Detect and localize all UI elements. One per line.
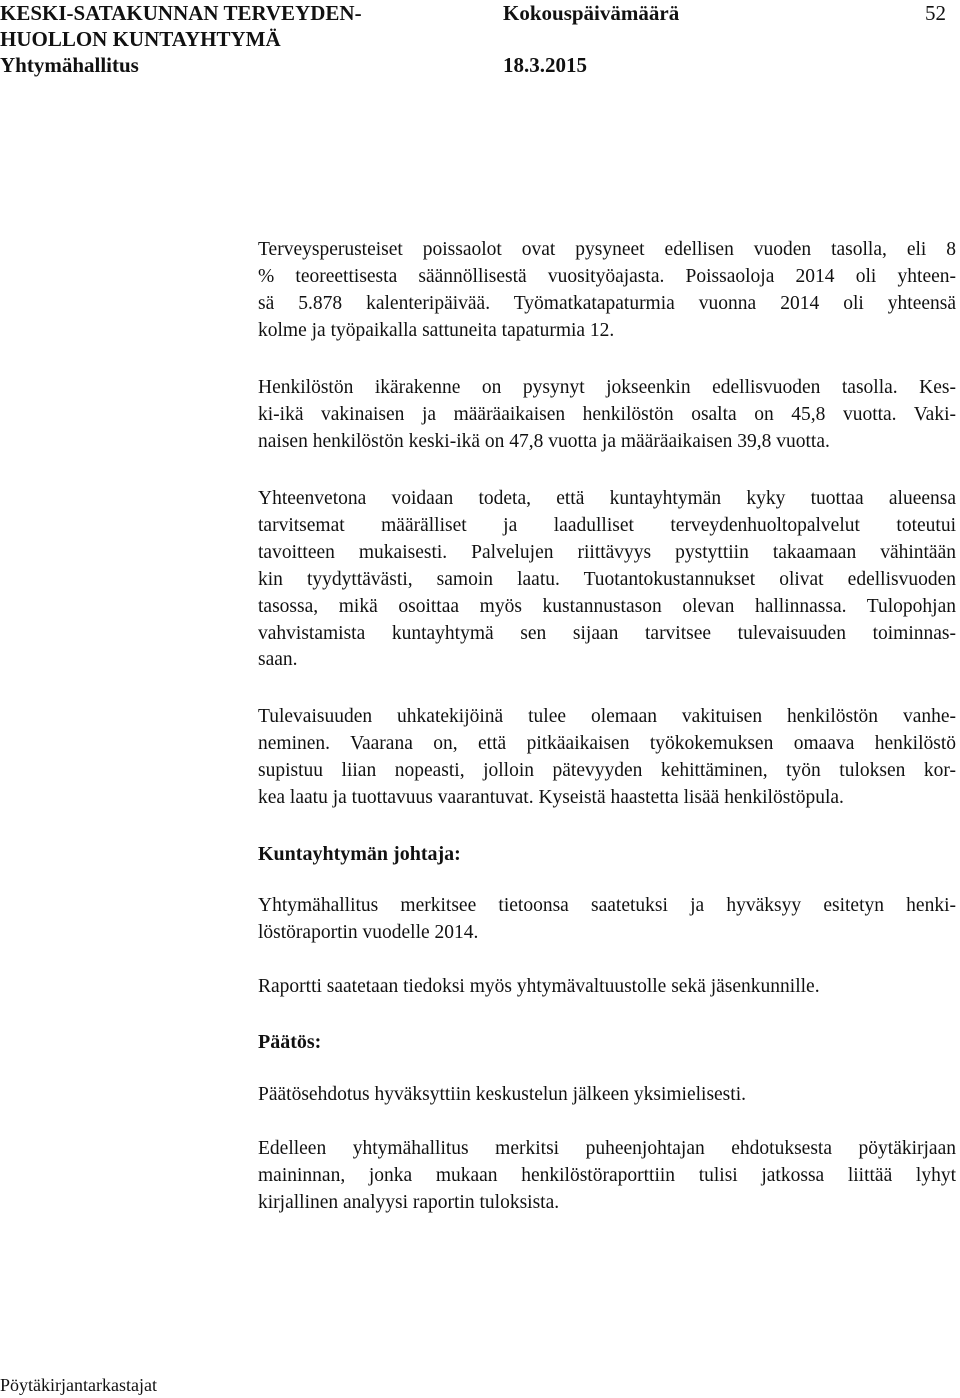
- text-line: Terveysperusteiset poissaolot ovat pysyneet edellisen vuoden tasolla, eli 8: [258, 239, 956, 260]
- text-line: kin tyydyttävästi, samoin laatu. Tuotantokustannukset olivat edellisvuoden: [258, 568, 956, 590]
- text-line: Päätösehdotus hyväksyttiin keskustelun jälkeen yksimielisesti.: [258, 1084, 746, 1105]
- paragraph-decision-addendum: [258, 1136, 956, 1217]
- paragraph-manager-proposal: [258, 893, 956, 947]
- text-line: kirjallinen analyysi raportin tuloksista.: [258, 1191, 560, 1213]
- section-heading-decision: Päätös:: [258, 1031, 322, 1053]
- text-line: maininnan, jonka mukaan henkilöstöraporttiin tulisi jatkossa liittää lyhyt: [258, 1164, 956, 1186]
- text-line: saan.: [258, 649, 298, 671]
- text-line: neminen. Vaarana on, että pitkäaikaisen työkokemuksen omaava henkilöstö: [258, 732, 956, 754]
- text-line: Tulevaisuuden uhkatekijöinä tulee olemaan vakituisen henkilöstön vanhe-: [258, 706, 956, 727]
- text-line: % teoreettisesta säännöllisestä vuosityöajasta. Poissaoloja 2014 oli yhteen-: [258, 265, 956, 287]
- text-line: löstöraportin vuodelle 2014.: [258, 921, 479, 943]
- organization-name-line2: HUOLLON KUNTAYHTYMÄ: [0, 27, 281, 51]
- text-line: sä 5.878 kalenteripäivää. Työmatkatapaturmia vuonna 2014 oli yhteensä: [258, 292, 956, 314]
- text-line: tavoitteen mukaisesti. Palvelujen riittävyys pystyttiin takaamaan vähintään: [258, 541, 956, 563]
- text-line: kolme ja työpaikalla sattuneita tapaturmia 12.: [258, 319, 615, 341]
- text-line: tasossa, mikä osoittaa myös kustannustason olevan hallinnassa. Tulopohjan: [258, 595, 956, 617]
- meeting-date-label: Kokouspäivämäärä: [503, 1, 680, 25]
- text-line: supistuu liian nopeasti, jolloin pätevyyden kehittäminen, työn tuloksen kor-: [258, 759, 956, 781]
- text-line: Yhtymähallitus merkitsee tietoonsa saatetuksi ja hyväksyy esitetyn henki-: [258, 895, 956, 916]
- text-line: naisen henkilöstön keski-ikä on 47,8 vuotta ja määräaikaisen 39,8 vuotta.: [258, 430, 830, 452]
- text-line: Edelleen yhtymähallitus merkitsi puheenjohtajan ehdotuksesta pöytäkirjaan: [258, 1138, 956, 1159]
- text-line: Raportti saatetaan tiedoksi myös yhtymävaltuustolle sekä jäsenkunnille.: [258, 976, 820, 997]
- text-line: vahvistamista kuntayhtymä sen sijaan tarvitsee tulevaisuuden toiminnas-: [258, 622, 956, 644]
- text-line: ki-ikä vakinaisen ja määräaikaisen henkilöstön osalta on 45,8 vuotta. Vaki-: [258, 403, 956, 425]
- meeting-date: 18.3.2015: [503, 53, 587, 77]
- section-heading-manager: Kuntayhtymän johtaja:: [258, 843, 461, 865]
- organization-name-line1: KESKI-SATAKUNNAN TERVEYDEN-: [0, 1, 362, 25]
- paragraph-absences: [258, 237, 956, 345]
- text-line: Henkilöstön ikärakenne on pysynyt jokseenkin edellisvuoden tasolla. Kes-: [258, 377, 956, 398]
- paragraph-summary: [258, 486, 956, 674]
- text-line: tarvitsemat määrälliset ja laadulliset terveydenhuoltopalvelut toteutui: [258, 514, 956, 536]
- text-line: Yhteenvetona voidaan todeta, että kuntayhtymän kyky tuottaa alueensa: [258, 488, 956, 509]
- paragraph-decision: [258, 1082, 956, 1109]
- page-number: 52: [925, 1, 946, 25]
- board-name: Yhtymähallitus: [0, 53, 139, 77]
- paragraph-age-structure: [258, 375, 956, 456]
- paragraph-future-threats: [258, 704, 956, 812]
- minutes-reviewers-label: Pöytäkirjantarkastajat: [0, 1375, 157, 1395]
- text-line: kea laatu ja tuottavuus vaarantuvat. Kyseistä haastetta lisää henkilöstöpula.: [258, 786, 844, 808]
- paragraph-manager-notice: [258, 974, 956, 1001]
